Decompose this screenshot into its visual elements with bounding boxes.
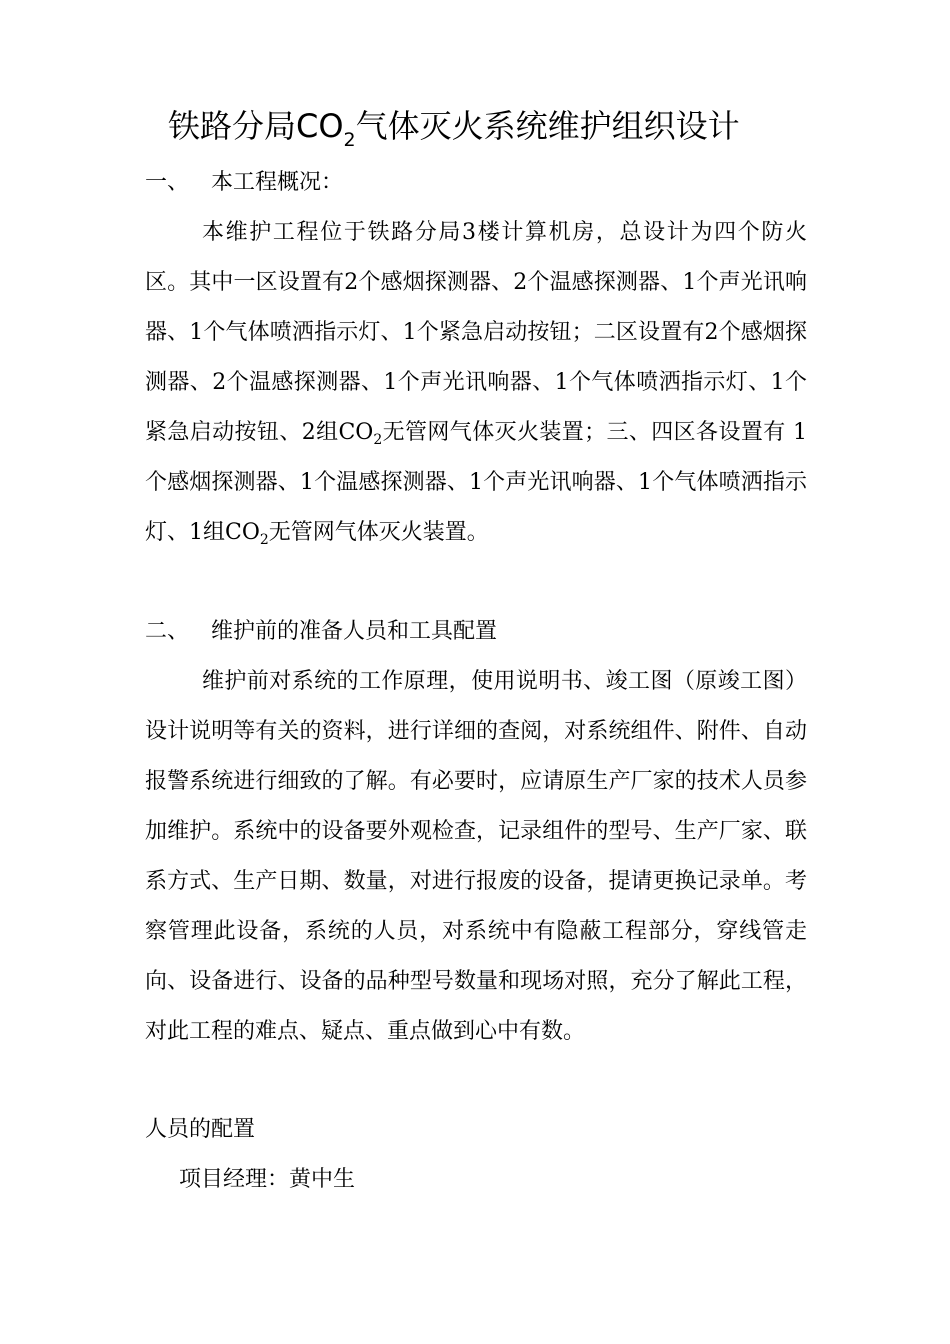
staff-heading: 人员的配置 <box>145 1117 256 1142</box>
document-title <box>168 102 868 150</box>
section-2-body <box>145 657 807 1057</box>
title-prefix: 铁路分局CO <box>168 107 344 145</box>
co2-subscript-1: 2 <box>373 432 383 448</box>
section-1-title: 本工程概况： <box>211 170 344 195</box>
section-1-text-part-1: 本维护工程位于铁路分局3楼计算机房，总设计为四个防火区。其中一区设置有2个感烟探测器、2个温感探测器、1个声光讯响器、1个气体喷洒指示灯、1个紧急启动按钮；二区设置有2个感烟探测器、2个温感探测器、1个声光讯响器、1个气体喷洒指示灯、1个紧急启动按钮、2组CO <box>145 220 807 445</box>
title-subscript: 2 <box>343 129 356 151</box>
section-2-heading <box>145 607 497 657</box>
section-2-title: 维护前的准备人员和工具配置 <box>211 619 498 644</box>
section-1-number: 一、 <box>145 170 190 195</box>
section-1-text-part-3: 无管网气体灭火装置。 <box>268 520 489 545</box>
project-manager-line: 项目经理：黄中生 <box>179 1167 356 1192</box>
section-1-heading <box>145 158 343 208</box>
section-2-paragraph: 维护前对系统的工作原理，使用说明书、竣工图（原竣工图）设计说明等有关的资料，进行详细的查阅，对系统组件、附件、自动报警系统进行细致的了解。有必要时，应请原生产厂家的技术人员参加维护。系统中的设备要外观检查，记录组件的型号、生产厂家、联系方式、生产日期、数量，对进行报废的设备，提请更换记录单。考察管理此设备，系统的人员，对系统中有隐蔽工程部分，穿线管走向、设备进行、设备的品种型号数量和现场对照，充分了解此工程，对此工程的难点、疑点、重点做到心中有数。 <box>145 669 807 1044</box>
co2-subscript-2: 2 <box>259 532 269 548</box>
section-1-text-part-2: 无管网气体灭火装置；三、四区各设置有 1个感烟探测器、1个温感探测器、1个声光讯响器、1个气体喷洒指示灯、1组CO <box>145 420 807 545</box>
section-1-paragraph <box>145 208 807 558</box>
section-2-number: 二、 <box>145 619 190 644</box>
title-suffix: 气体灭火系统维护组织设计 <box>355 107 740 145</box>
section-1-body <box>145 208 807 558</box>
